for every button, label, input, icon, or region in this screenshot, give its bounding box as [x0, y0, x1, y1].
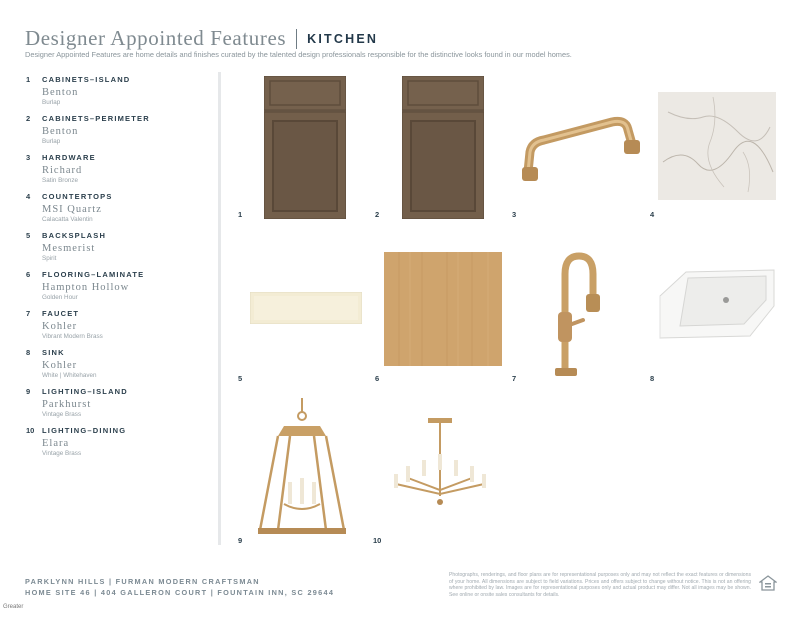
feature-category: CABINETS–PERIMETER: [42, 114, 150, 123]
feature-detail: Golden Hour: [42, 294, 78, 301]
intro-text: Designer Appointed Features are home details and finishes curated by the talented design professionals responsible for the distinctive looks found in our model homes.: [25, 50, 572, 59]
feature-name: MSI Quartz: [42, 204, 102, 215]
swatch-number: 4: [650, 210, 655, 219]
header: [25, 26, 378, 51]
feature-name: Kohler: [42, 321, 78, 332]
feature-name: Elara: [42, 438, 70, 449]
feature-detail: Satin Bronze: [42, 177, 79, 184]
feature-category: LIGHTING–DINING: [42, 426, 127, 435]
feature-name: Benton: [42, 87, 79, 98]
feature-name: Kohler: [42, 360, 78, 371]
feature-item: [26, 75, 206, 114]
feature-item: [26, 114, 206, 153]
feature-category: SINK: [42, 348, 65, 357]
feature-item: [26, 426, 206, 465]
lantern-pendant-swatch: [254, 398, 350, 546]
feature-category: BACKSPLASH: [42, 231, 107, 240]
quartz-swatch: [658, 92, 776, 200]
feature-item: [26, 348, 206, 387]
feature-category: HARDWARE: [42, 153, 96, 162]
feature-item: [26, 309, 206, 348]
feature-number: 6: [26, 270, 31, 279]
community-line: PARKLYNN HILLS | FURMAN MODERN CRAFTSMAN: [25, 577, 260, 586]
feature-category: COUNTERTOPS: [42, 192, 113, 201]
feature-detail: Burlap: [42, 99, 61, 106]
cabinet-pull-swatch: [520, 112, 640, 187]
feature-item: [26, 387, 206, 426]
feature-number: 3: [26, 153, 31, 162]
laminate-swatch: [384, 252, 502, 366]
feature-number: 2: [26, 114, 31, 123]
column-divider: [218, 72, 221, 545]
swatch-number: 7: [512, 374, 517, 383]
address-line: HOME SITE 46 | 404 GALLERON COURT | FOUNTAIN INN, SC 29644: [25, 588, 335, 597]
equal-housing-icon: [759, 575, 777, 593]
feature-detail: Burlap: [42, 138, 61, 145]
feature-number: 8: [26, 348, 31, 357]
sink-swatch: [658, 266, 776, 340]
cabinet-island-swatch: [264, 76, 346, 219]
section-label: KITCHEN: [307, 31, 379, 46]
title-divider: [296, 29, 297, 49]
feature-list: [26, 75, 206, 465]
feature-detail: White | Whitehaven: [42, 372, 97, 379]
page-title: Designer Appointed Features: [25, 26, 287, 50]
swatch-number: 6: [375, 374, 380, 383]
swatch-number: 3: [512, 210, 517, 219]
swatch-number: 5: [238, 374, 243, 383]
feature-name: Mesmerist: [42, 243, 96, 254]
backsplash-swatch: [250, 292, 362, 324]
feature-name: Parkhurst: [42, 399, 92, 410]
feature-number: 5: [26, 231, 31, 240]
swatch-number: 1: [238, 210, 243, 219]
feature-name: Hampton Hollow: [42, 282, 130, 293]
feature-item: [26, 192, 206, 231]
chandelier-swatch: [388, 418, 492, 518]
feature-number: 9: [26, 387, 31, 396]
feature-detail: Spirit: [42, 255, 57, 262]
feature-detail: Vibrant Modern Brass: [42, 333, 103, 340]
feature-item: [26, 231, 206, 270]
feature-category: FLOORING–LAMINATE: [42, 270, 145, 279]
feature-item: [26, 153, 206, 192]
feature-detail: Vintage Brass: [42, 450, 82, 457]
feature-name: Benton: [42, 126, 79, 137]
feature-name: Richard: [42, 165, 83, 176]
faucet-swatch: [545, 250, 601, 380]
swatch-number: 8: [650, 374, 655, 383]
legal-disclaimer: Photographs, renderings, and floor plans are for representational purposes only and may not reflect the exact features or dimensions of your home. All dimensions are subject to field variations. Prices and offers subject to change without notice. This is not an offering where prohibited by law. Images are for representational purposes only and actual product may differ. Not all images may be shown. See online or onsite sales consultants for details.: [449, 572, 751, 598]
cabinet-perimeter-swatch: [402, 76, 484, 219]
feature-number: 7: [26, 309, 31, 318]
feature-number: 4: [26, 192, 31, 201]
community-address: [25, 576, 334, 598]
feature-category: LIGHTING–ISLAND: [42, 387, 128, 396]
feature-item: [26, 270, 206, 309]
feature-category: CABINETS–ISLAND: [42, 75, 131, 84]
feature-number: 1: [26, 75, 31, 84]
swatch-number: 9: [238, 536, 243, 545]
swatch-number: 10: [373, 536, 382, 545]
feature-category: FAUCET: [42, 309, 80, 318]
feature-detail: Calacatta Valentin: [42, 216, 93, 223]
feature-detail: Vintage Brass: [42, 411, 82, 418]
swatch-number: 2: [375, 210, 380, 219]
feature-number: 10: [26, 426, 35, 435]
mls-logo: Greater: [3, 604, 24, 610]
